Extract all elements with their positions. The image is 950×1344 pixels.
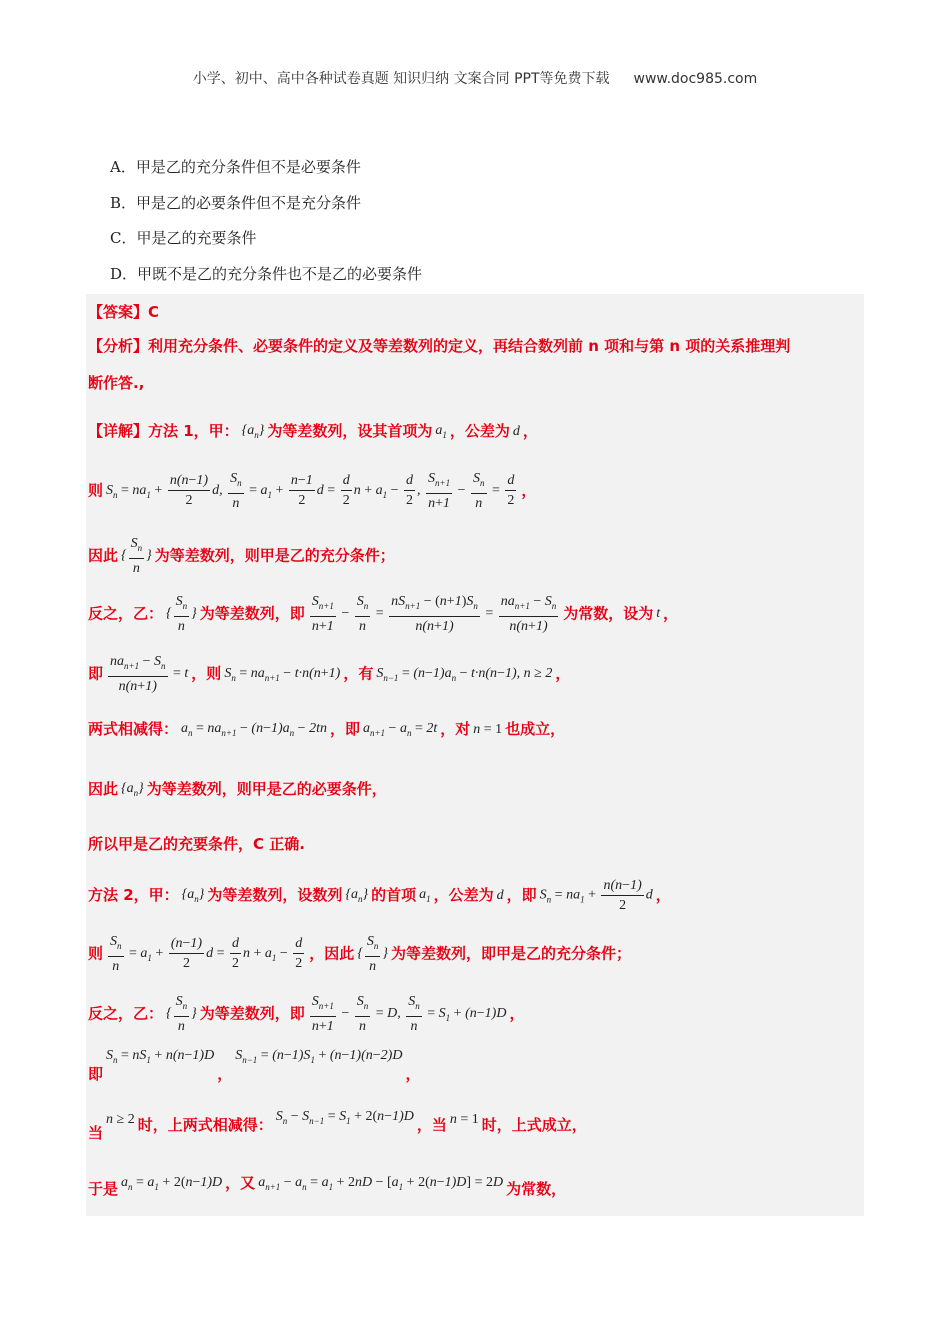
label-text: ，即 bbox=[329, 720, 360, 738]
label-text: 于是 bbox=[88, 1180, 119, 1198]
label-text: ， bbox=[521, 481, 537, 500]
analysis-text-1: 【分析】利用充分条件、必要条件的定义及等差数列的定义，再结合数列前 n 项和与第 n 项的关系推理判 bbox=[88, 337, 791, 355]
math-formula: { $\frac{S_n}{n}$ } bbox=[166, 594, 197, 634]
label-text: 为等差数列，设其首项为 bbox=[267, 422, 433, 440]
label-text: ，即 bbox=[506, 886, 537, 904]
label-text: 即 bbox=[88, 664, 104, 683]
math-formula: $\frac{S_{n+1}}{n+1}$ − $\frac{S_n}{n}$ = D, $\frac{S_n}{n}$ = $S_1 + (n-1)D$ bbox=[311, 994, 507, 1034]
label-text: 为等差数列，即甲是乙的充分条件； bbox=[391, 944, 632, 963]
derivation-line-1 bbox=[88, 469, 536, 513]
analysis-line-1 bbox=[88, 335, 790, 356]
label-text: 为等差数列，即 bbox=[199, 604, 305, 623]
math-formula: $a_1$ bbox=[435, 423, 447, 440]
converse-line bbox=[88, 592, 678, 636]
label-text: ，公差为 bbox=[449, 422, 510, 440]
math-formula: t bbox=[656, 605, 661, 621]
label-text: 为等差数列，设数列 bbox=[207, 886, 343, 904]
label-text: 反之，乙： bbox=[88, 1004, 164, 1023]
label-text: ，有 bbox=[343, 664, 374, 683]
label-text: 的首项 bbox=[371, 886, 417, 904]
math-formula: $na_{n+1} - S_n$ n(n+1) = t bbox=[110, 654, 189, 694]
math-formula: $a_n = na_{n+1} - (n-1)a_n - 2tn$ bbox=[181, 721, 327, 738]
label-text: 两式相减得： bbox=[88, 720, 179, 738]
label-text: 因此 bbox=[88, 546, 119, 565]
analysis-text-2: 断作答., bbox=[88, 374, 145, 392]
option-a: A．甲是乙的充分条件但不是必要条件 bbox=[110, 158, 361, 176]
analysis-line-2 bbox=[88, 372, 144, 393]
label-text: 为常数，设为 bbox=[563, 604, 654, 623]
math-formula: $\{a_n\}$ bbox=[121, 781, 144, 798]
label-text: 当 bbox=[88, 1124, 104, 1142]
math-formula: { $\frac{S_n}{n}$ } bbox=[121, 536, 152, 576]
label-text: ，因此 bbox=[309, 944, 355, 963]
label-text: 所以甲是乙的充要条件，C 正确. bbox=[88, 835, 305, 853]
label-text: ， bbox=[555, 664, 571, 683]
label-text: ， bbox=[405, 1065, 421, 1083]
math-formula: n ≥ 2 bbox=[106, 1111, 135, 1127]
final-conclusion bbox=[88, 833, 305, 854]
math-formula: $S_n = nS_1 + n(n-1)D$ bbox=[106, 1048, 215, 1065]
answer-line bbox=[88, 301, 159, 322]
math-formula: $S_n = na_{n+1} - t\cdot n(n+1)$ bbox=[224, 665, 341, 683]
answer-text: 【答案】C bbox=[88, 303, 160, 321]
math-formula: $S_{n-1} = (n-1)S_1 + (n-1)(n-2)D$ bbox=[235, 1048, 403, 1065]
page-header bbox=[0, 68, 950, 88]
label-text: 也成立， bbox=[505, 720, 566, 738]
label-text: 为等差数列，则甲是乙的充分条件； bbox=[154, 546, 395, 565]
final-line bbox=[88, 1172, 567, 1198]
label-text: ，对 bbox=[440, 720, 471, 738]
math-formula: $\frac{S_{n+1}}{n+1}$ − $\frac{S_n}{n}$ = $nS_{n+1} - (n+1)S_n$ n(n+1) = $na_{n+1} - S_n$ n(n+1) bbox=[311, 594, 557, 634]
subtract-line-2 bbox=[88, 1109, 587, 1142]
subtract-line bbox=[88, 718, 565, 739]
math-formula: $a_n = a_1 + 2(n-1)D$ bbox=[121, 1175, 223, 1192]
header-text: 小学、初中、高中各种试卷真题 知识归纳 文案合同 PPT等免费下载 bbox=[192, 71, 610, 87]
label-text: ，又 bbox=[225, 1174, 256, 1192]
math-formula: $S_n = na_1$ + $\frac{n(n-1)}{2}$ d bbox=[539, 878, 653, 913]
label-text: 为等差数列，即 bbox=[199, 1004, 305, 1023]
math-formula: $a_{n+1} - a_n = a_1 + 2nD - [a_1 + 2(n-1)D] = 2D$ bbox=[258, 1175, 504, 1192]
label-text: ，当 bbox=[416, 1116, 447, 1134]
label-text: 时，上两式相减得： bbox=[137, 1116, 273, 1134]
conclusion-line-2 bbox=[88, 778, 387, 799]
math-formula: $a_{n+1} - a_n = 2t$ bbox=[362, 721, 438, 738]
answer-options bbox=[110, 153, 422, 295]
label-text: 为常数， bbox=[506, 1180, 567, 1198]
derivation-line-3 bbox=[88, 932, 631, 976]
label-text: ，公差为 bbox=[433, 886, 494, 904]
label-text: ， bbox=[663, 604, 679, 623]
label-text: ， bbox=[509, 1004, 525, 1023]
label-text: 因此 bbox=[88, 780, 119, 798]
label-text: ，则 bbox=[191, 664, 222, 683]
math-formula: $S_{n-1} = (n-1)a_n - t\cdot n(n-1)$, n ≥ 2 bbox=[376, 665, 553, 683]
label-text: ， bbox=[655, 886, 671, 904]
solution-panel bbox=[86, 294, 864, 1216]
label-text: 时，上式成立， bbox=[481, 1116, 587, 1134]
derivation-line-2 bbox=[88, 652, 570, 696]
math-formula: n = 1 bbox=[473, 721, 503, 737]
math-formula: n = 1 bbox=[449, 1111, 479, 1127]
label-text: 【详解】方法 1，甲： bbox=[88, 422, 239, 440]
math-formula: $\{a_n\}$ bbox=[241, 423, 265, 440]
option-c: C．甲是乙的充要条件 bbox=[110, 229, 257, 247]
label-text: 反之，乙： bbox=[88, 604, 164, 623]
math-formula: $\frac{S_n}{n}$ = $a_1$ + $\frac{(n-1)}{2}$ d = $\frac{d}{2}$ $n + a_1$ − $\frac{d}{2}$ bbox=[110, 934, 303, 974]
header-url: www.doc985.com bbox=[633, 71, 758, 87]
math-formula: $\{a_n\}$ bbox=[345, 887, 369, 904]
label-text: ， bbox=[217, 1065, 233, 1083]
converse-line-2 bbox=[88, 992, 524, 1036]
option-b: B．甲是乙的必要条件但不是充分条件 bbox=[110, 193, 362, 212]
method1-line bbox=[88, 420, 538, 441]
label-text: 即 bbox=[88, 1065, 104, 1083]
math-formula: $S_n = na_1$ + $\frac{n(n-1)}{2}$ d, $\frac{S_n}{n}$ = $a_1$ + $\frac{n-1}{2}$ d = $\frac{d}{2}$ $n + a_1$ − $\frac{d}{2}$ , $\frac{S_{n+1}}{n+1}$ − $\frac{S_n}{n}$ = $\frac{d}{2}$ bbox=[106, 471, 515, 511]
math-formula: { $\frac{S_n}{n}$ } bbox=[166, 994, 197, 1034]
math-formula: $a_1$ bbox=[419, 887, 431, 904]
label-text: 则 bbox=[88, 481, 104, 500]
label-text: 方法 2，甲： bbox=[88, 886, 179, 904]
math-formula: $\{a_n\}$ bbox=[181, 887, 205, 904]
label-text: ， bbox=[522, 422, 538, 440]
math-formula: d bbox=[512, 423, 520, 439]
conclusion-line-1 bbox=[88, 534, 395, 578]
math-formula: { $\frac{S_n}{n}$ } bbox=[357, 934, 389, 974]
label-text: 则 bbox=[88, 944, 104, 963]
derivation-line-4 bbox=[88, 1048, 421, 1083]
math-formula: $S_n - S_{n-1} = S_1 + 2(n-1)D$ bbox=[275, 1109, 414, 1126]
math-formula: d bbox=[496, 887, 504, 903]
method2-line bbox=[88, 876, 671, 915]
option-d: D．甲既不是乙的充分条件也不是乙的必要条件 bbox=[110, 264, 423, 283]
label-text: 为等差数列，则甲是乙的必要条件， bbox=[146, 780, 387, 798]
